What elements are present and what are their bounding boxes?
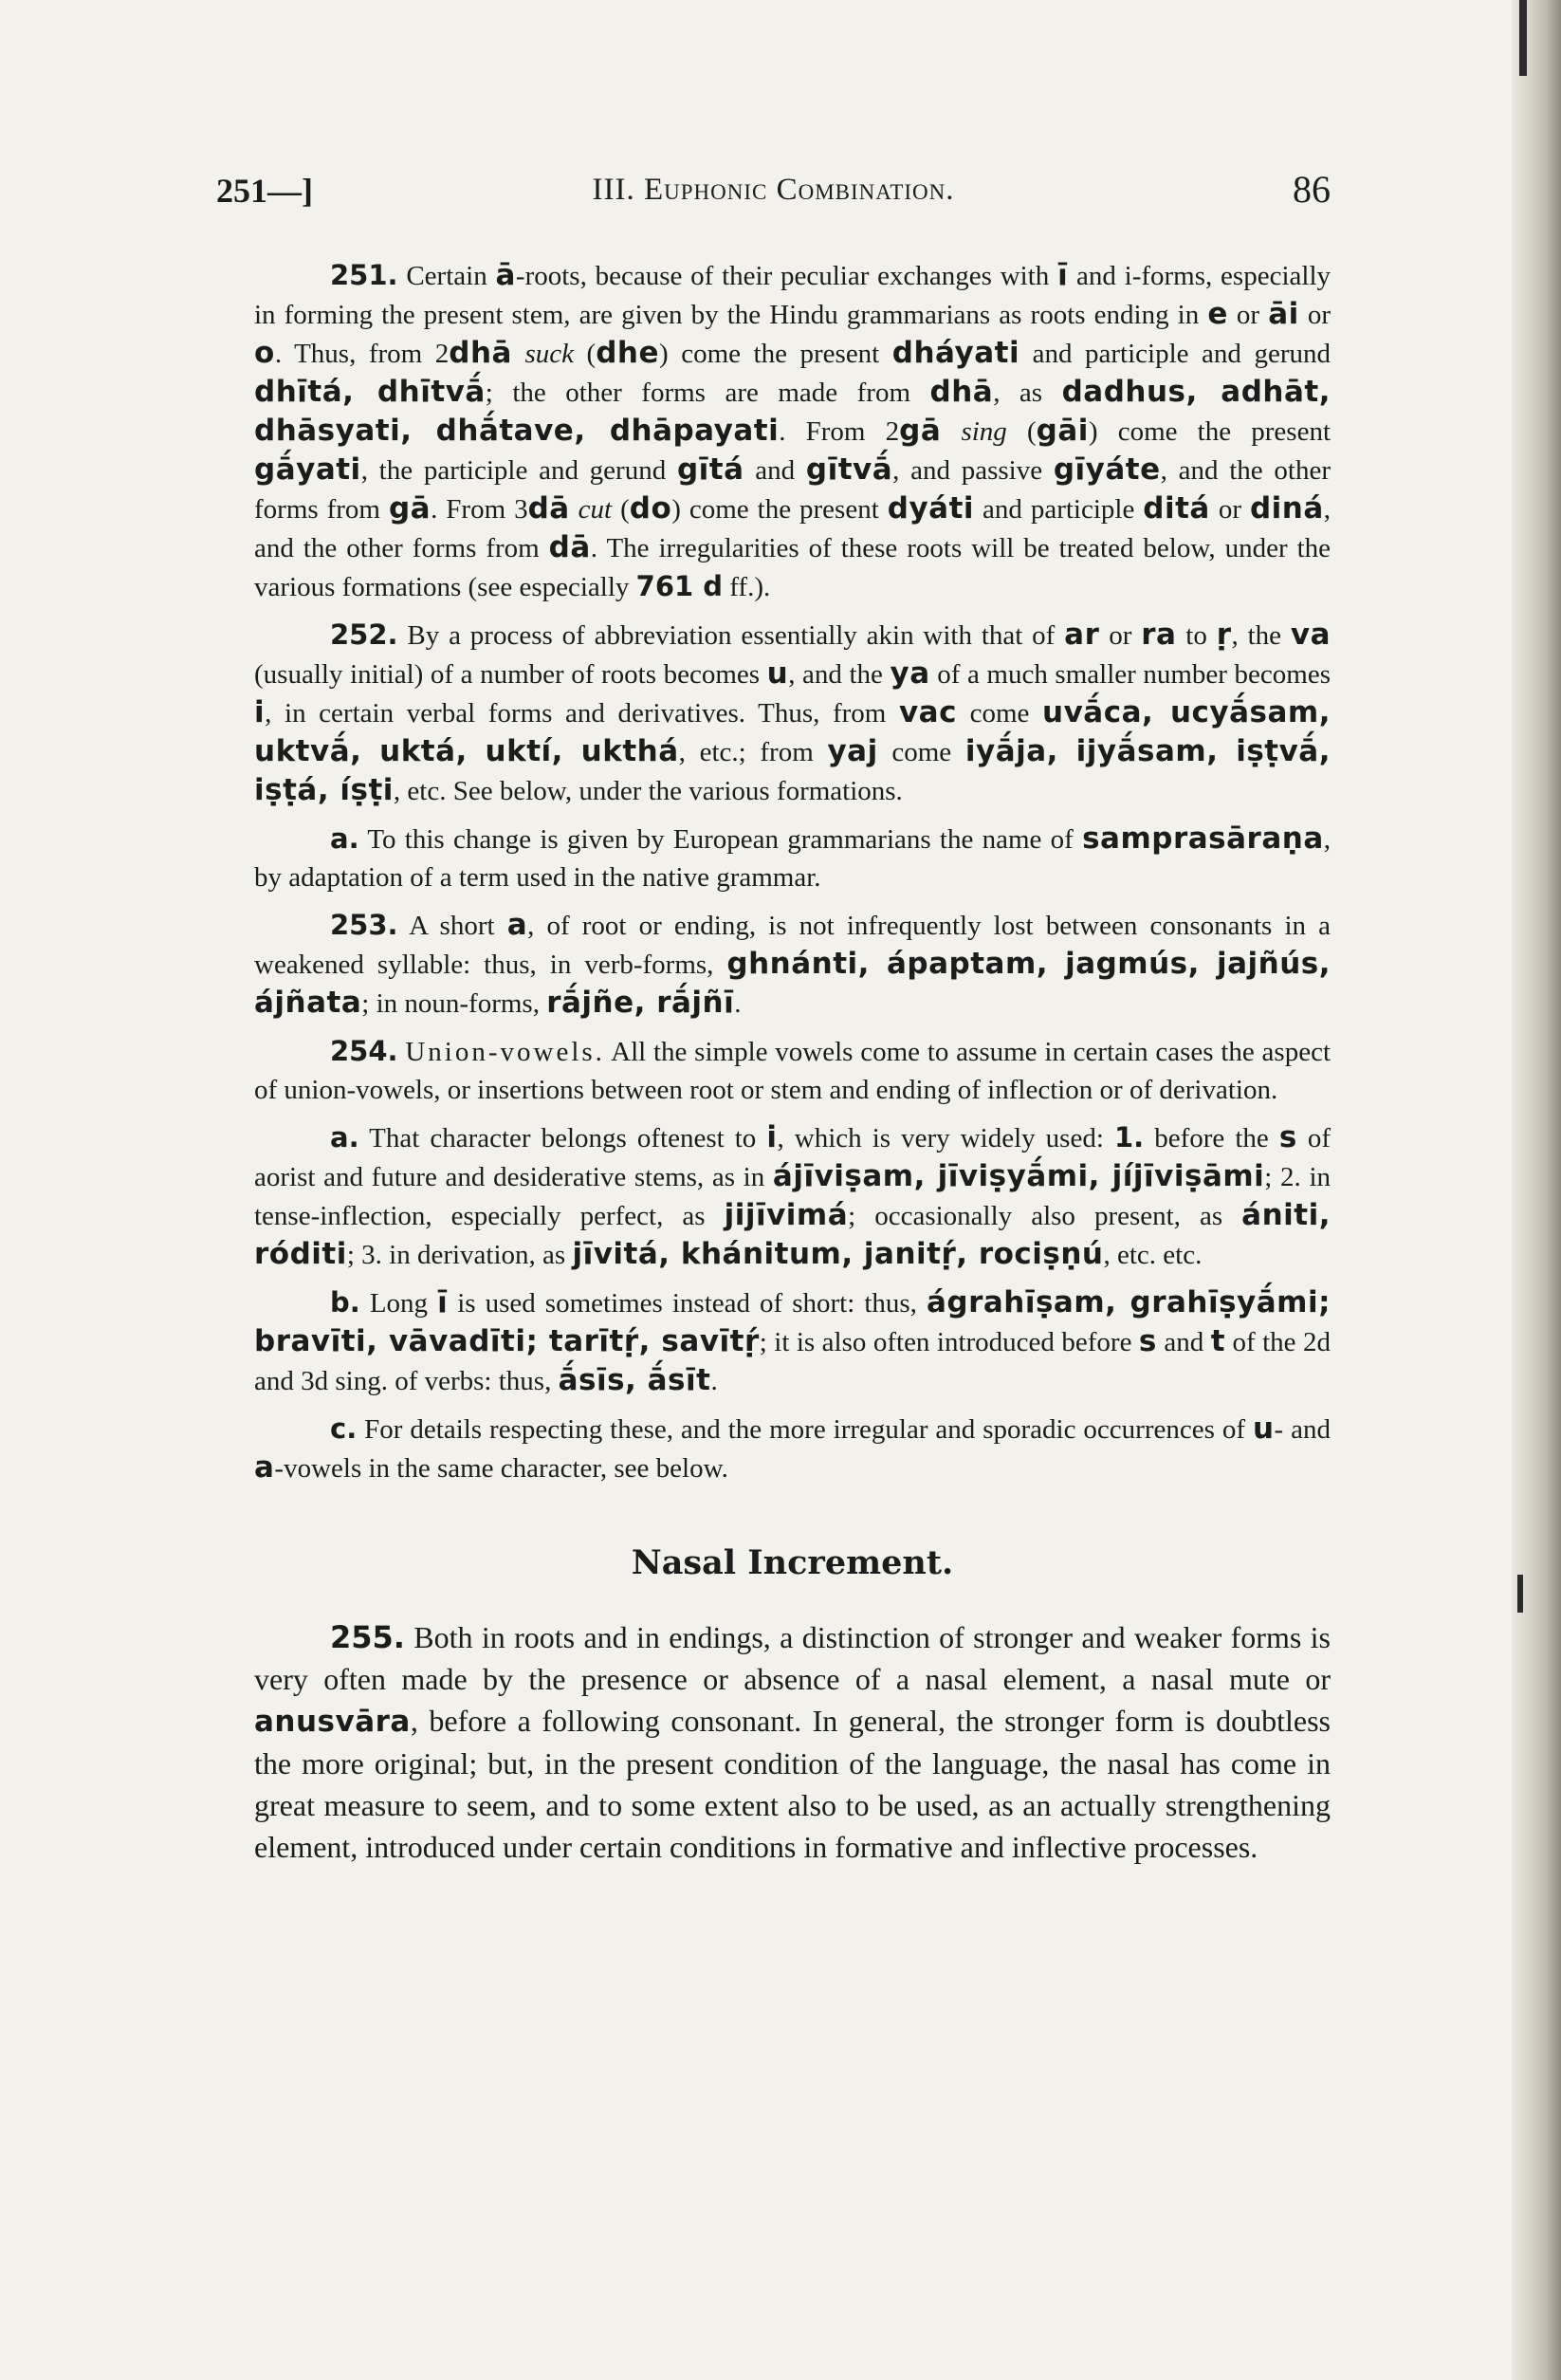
sanskrit-term: dadhus, adhāt, dhāsyati, dhā́tave, dhāpayati bbox=[254, 375, 1331, 448]
page-edge-shadow bbox=[1512, 0, 1561, 2380]
running-title: III. Euphonic Combination. bbox=[592, 173, 955, 207]
section-number: 252. bbox=[330, 618, 398, 651]
text-run: to bbox=[1176, 620, 1217, 651]
text-run: and participle bbox=[974, 494, 1144, 525]
sanskrit-term: vac bbox=[898, 695, 957, 729]
sanskrit-term: u bbox=[1252, 1411, 1275, 1446]
text-run: , etc. etc. bbox=[1103, 1240, 1203, 1270]
text-run: ; it is also often introduced before bbox=[759, 1327, 1139, 1357]
text-run: and bbox=[744, 455, 806, 486]
text-run: ( bbox=[574, 339, 597, 369]
paragraph-p252 bbox=[254, 616, 1331, 810]
paragraph-gap bbox=[254, 606, 1331, 616]
sanskrit-term: āi bbox=[1268, 297, 1299, 331]
text-run: , as bbox=[993, 378, 1062, 408]
text-run: (usually initial) of a number of roots becomes bbox=[254, 659, 767, 690]
sanskrit-term: gīyáte bbox=[1053, 452, 1161, 487]
text-run: ; in noun-forms, bbox=[361, 988, 547, 1019]
text-run: For details respecting these, and the more irregular and sporadic occurrences of bbox=[357, 1414, 1253, 1445]
section-heading: Nasal Increment. bbox=[631, 1543, 954, 1582]
sanskrit-term: dā bbox=[527, 491, 570, 526]
paragraph-list bbox=[254, 256, 1331, 1487]
text-run: ; the other forms are made from bbox=[485, 378, 930, 408]
sanskrit-term: a bbox=[254, 1450, 275, 1485]
sanskrit-term: dhe bbox=[596, 336, 660, 370]
text-run: or bbox=[1099, 620, 1142, 651]
spaced-heading: Union-vowels. bbox=[405, 1037, 605, 1067]
gloss: sing bbox=[941, 416, 1007, 447]
sanskrit-term: dháyati bbox=[891, 336, 1020, 370]
sanskrit-term: iyā́ja, ijyā́sam, iṣṭvā́, iṣṭá, íṣṭi bbox=[254, 734, 1331, 807]
sanskrit-term: diná bbox=[1249, 491, 1324, 526]
sanskrit-term: s bbox=[1138, 1324, 1157, 1358]
edge-mark bbox=[1517, 1575, 1523, 1613]
text-run: ( bbox=[612, 494, 630, 525]
section-number: a. bbox=[330, 1121, 359, 1153]
paragraph-p251 bbox=[254, 256, 1331, 606]
sanskrit-term: gā bbox=[388, 491, 432, 526]
sanskrit-term: ra bbox=[1141, 618, 1177, 652]
text-run: All the simple vowels come to assume in certain cases the aspect of union-vowels, or insertions between root or stem and ending of inflection or of derivation. bbox=[254, 1037, 1331, 1105]
sanskrit-term: ī bbox=[1057, 258, 1069, 292]
sanskrit-term: jīvitá, khánitum, janitṛ́, rociṣṇú bbox=[572, 1237, 1104, 1271]
text-run: ( bbox=[1006, 416, 1037, 447]
page-body bbox=[254, 256, 1331, 1868]
section-number: 254. bbox=[330, 1035, 398, 1067]
gloss: cut bbox=[569, 494, 613, 525]
sanskrit-term: yaj bbox=[827, 734, 878, 768]
section-number: 253. bbox=[330, 909, 398, 941]
text-run: and i-forms, especially in forming the present stem, are given by the Hindu grammarians as roots ending in bbox=[254, 261, 1331, 330]
sanskrit-term: anusvāra bbox=[254, 1705, 411, 1739]
sanskrit-term: dhā bbox=[929, 375, 994, 409]
sanskrit-term: samprasāraṇa bbox=[1082, 821, 1324, 856]
text-run: of the 2d and 3d sing. of verbs: thus, bbox=[254, 1327, 1331, 1396]
sanskrit-term: i bbox=[766, 1120, 778, 1154]
section-number: c. bbox=[330, 1412, 358, 1445]
text-run: ) come the present bbox=[1088, 416, 1331, 447]
spacer bbox=[254, 1582, 1331, 1616]
sanskrit-term: ágrahīṣam, grahīṣyā́mi; bravīti, vāvadīti; tarītṛ́, savītṛ́ bbox=[254, 1285, 1331, 1358]
text-run: . From 3 bbox=[431, 494, 528, 525]
paragraph-p254a bbox=[254, 1118, 1331, 1274]
text-run: ; occasionally also present, as bbox=[848, 1201, 1242, 1231]
paragraph-p254b bbox=[254, 1283, 1331, 1400]
page-number: 86 bbox=[1293, 168, 1331, 211]
sanskrit-term: gā́yati bbox=[254, 452, 361, 487]
text-run: come bbox=[877, 737, 965, 767]
text-run: , before a following consonant. In general, the stronger form is doubtless the more original; but, in the present condition of the language, the nasal has come in great measure to seem, and to some extent also to be used, as an actually strengthening element, introduced under certain conditions in formative and inflective processes. bbox=[254, 1704, 1331, 1864]
paragraph-p253 bbox=[254, 906, 1331, 1023]
text-run: , and the other forms from bbox=[254, 455, 1331, 525]
sanskrit-term: o bbox=[254, 336, 275, 370]
paragraph-gap bbox=[254, 1109, 1331, 1118]
sanskrit-term: ṛ bbox=[1216, 618, 1232, 652]
text-run: is used sometimes instead of short: thus, bbox=[448, 1288, 927, 1319]
text-run: That character belongs oftenest to bbox=[358, 1123, 767, 1153]
paragraph-gap bbox=[254, 896, 1331, 906]
text-run: ; 3. in derivation, as bbox=[346, 1240, 573, 1270]
sanskrit-term: s bbox=[1278, 1120, 1297, 1154]
section-number: 255. bbox=[330, 1619, 405, 1655]
sanskrit-term: dhā bbox=[449, 336, 512, 370]
section-number: b. bbox=[330, 1286, 360, 1319]
text-run: , etc.; from bbox=[678, 737, 828, 767]
sanskrit-term: do bbox=[629, 491, 672, 526]
page-header bbox=[216, 167, 1331, 214]
sanskrit-term: t bbox=[1210, 1324, 1226, 1358]
paragraph-gap bbox=[254, 1023, 1331, 1032]
text-run: , etc. See below, under the various formations. bbox=[393, 776, 903, 806]
sanskrit-term: jijīvimá bbox=[724, 1198, 849, 1232]
edge-mark bbox=[1519, 0, 1527, 76]
text-run: or bbox=[1298, 300, 1331, 330]
text-run: , and passive bbox=[892, 455, 1054, 486]
gloss: suck bbox=[511, 339, 575, 369]
text-run: , the participle and gerund bbox=[360, 455, 677, 486]
text-run: . Thus, from 2 bbox=[274, 339, 450, 369]
text-run: , and the other forms from bbox=[254, 494, 1331, 563]
text-run: before the bbox=[1144, 1123, 1279, 1153]
sanskrit-term: ā bbox=[495, 258, 516, 292]
sanskrit-term: rā́jñe, rā́jñī bbox=[546, 986, 735, 1020]
text-run: , which is very widely used: bbox=[777, 1123, 1114, 1153]
text-run: A short bbox=[397, 911, 507, 941]
text-run: , by adaptation of a term used in the native grammar. bbox=[254, 824, 1331, 893]
section-number: 761 d bbox=[635, 570, 724, 602]
sanskrit-term: gītvā́ bbox=[805, 452, 893, 487]
text-run: Both in roots and in endings, a distinction of stronger and weaker forms is very often made by the presence or absence of a nasal element, a nasal mute or bbox=[254, 1620, 1331, 1696]
text-run: To this change is given by European grammarians the name of bbox=[358, 824, 1083, 855]
text-run: ) come the present bbox=[671, 494, 888, 525]
sanskrit-term: ániti, róditi bbox=[254, 1198, 1331, 1271]
paragraph-gap bbox=[254, 1274, 1331, 1283]
text-run: . The irregularities of these roots will be treated below, under the various formations (see especially bbox=[254, 533, 1331, 602]
section-number: a. bbox=[330, 822, 359, 855]
sanskrit-term: ī bbox=[437, 1285, 449, 1319]
text-run: . bbox=[734, 988, 742, 1019]
sanskrit-term: gā bbox=[899, 414, 942, 448]
text-run: . From 2 bbox=[779, 416, 900, 447]
text-run: of aorist and future and desiderative stems, as in bbox=[254, 1123, 1331, 1192]
section-number: 251. bbox=[330, 259, 398, 291]
text-run: -vowels in the same character, see below. bbox=[274, 1453, 728, 1484]
paragraph-p255 bbox=[254, 1616, 1331, 1868]
text-run: ; 2. in tense-inflection, especially perfect, as bbox=[254, 1162, 1331, 1231]
text-run: Certain bbox=[397, 261, 496, 291]
section-number: 1. bbox=[1113, 1121, 1145, 1153]
sanskrit-term: dyáti bbox=[887, 491, 975, 526]
text-run: and participle and gerund bbox=[1019, 339, 1331, 369]
paragraph-p254c bbox=[254, 1410, 1331, 1487]
sanskrit-term: ar bbox=[1064, 618, 1100, 652]
sanskrit-term: ájīviṣam, jīviṣyā́mi, jíjīviṣāmi bbox=[772, 1159, 1265, 1193]
text-run: -roots, because of their peculiar exchanges with bbox=[515, 261, 1058, 291]
text-run: or bbox=[1209, 494, 1250, 525]
paragraph-p252a bbox=[254, 820, 1331, 896]
text-run: , the bbox=[1231, 620, 1291, 651]
sanskrit-term: gāi bbox=[1036, 414, 1089, 448]
text-run: Long bbox=[359, 1288, 438, 1319]
sanskrit-term: ditá bbox=[1143, 491, 1210, 526]
text-run: of a much smaller number becomes bbox=[929, 659, 1331, 690]
section-range: 251—] bbox=[216, 172, 313, 210]
sanskrit-term: dā bbox=[548, 530, 591, 564]
text-run: , in certain verbal forms and derivatives. Thus, from bbox=[265, 698, 899, 729]
text-run: , of root or ending, is not infrequently lost between consonants in a weakened syllable: thus, in verb-forms, bbox=[254, 911, 1331, 980]
paragraph-p254 bbox=[254, 1032, 1331, 1109]
sanskrit-term: ā́sīs, ā́sīt bbox=[558, 1363, 711, 1397]
text-run: , and the bbox=[788, 659, 891, 690]
text-run: and bbox=[1156, 1327, 1211, 1357]
sanskrit-term: a bbox=[506, 908, 528, 942]
sanskrit-term: dhītá, dhītvā́ bbox=[254, 375, 486, 409]
sanskrit-term: ghnánti, ápaptam, jagmús, jajñús, ájñata bbox=[254, 947, 1331, 1020]
text-run: come bbox=[956, 698, 1043, 729]
paragraph-gap bbox=[254, 1400, 1331, 1410]
sanskrit-term: gītá bbox=[676, 452, 744, 487]
text-run: or bbox=[1227, 300, 1269, 330]
text-run: . bbox=[710, 1366, 718, 1396]
final-paragraph bbox=[254, 1616, 1331, 1868]
sanskrit-term: ya bbox=[890, 656, 930, 691]
sanskrit-term: va bbox=[1290, 618, 1331, 652]
text-run: By a process of abbreviation essentially akin with that of bbox=[397, 620, 1065, 651]
sanskrit-term: e bbox=[1207, 297, 1228, 331]
text-run: - and bbox=[1274, 1414, 1331, 1445]
sanskrit-term: u bbox=[766, 656, 789, 691]
text-run: ) come the present bbox=[659, 339, 892, 369]
text-run: ff.). bbox=[723, 572, 771, 602]
spacer bbox=[254, 1487, 1331, 1544]
sanskrit-term: i bbox=[254, 695, 266, 729]
sanskrit-term: uvā́ca, ucyā́sam, uktvā́, uktá, uktí, ukthá bbox=[254, 695, 1331, 768]
paragraph-gap bbox=[254, 810, 1331, 820]
